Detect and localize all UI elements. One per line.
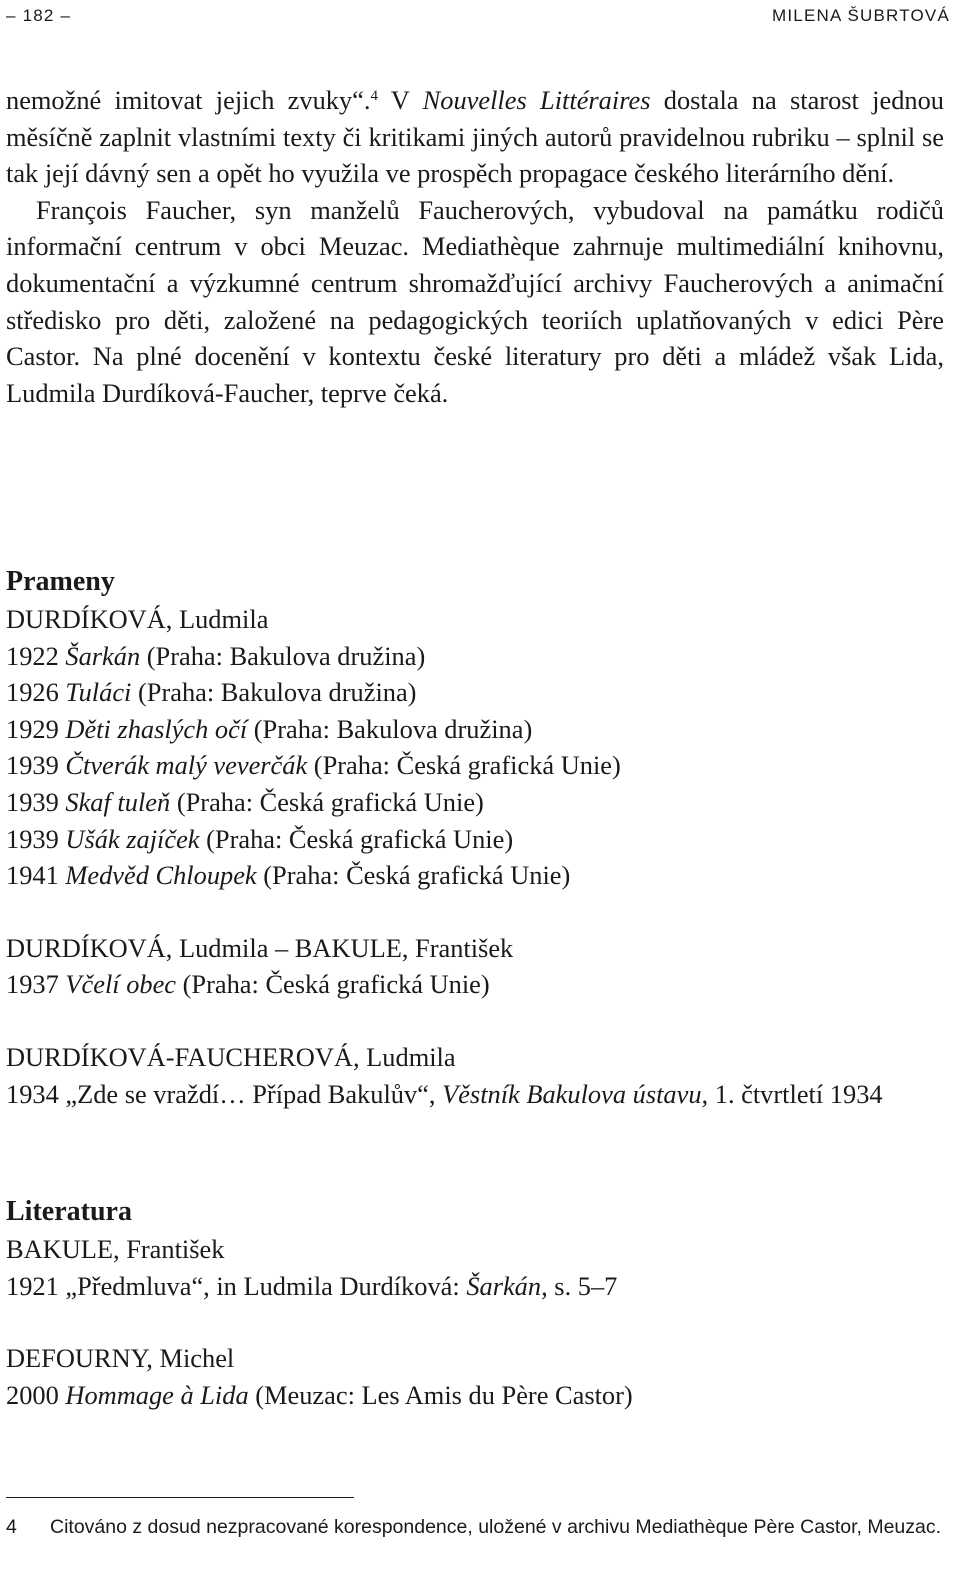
reference-author: DURDÍKOVÁ-FAUCHEROVÁ, Ludmila bbox=[6, 1041, 456, 1072]
reference-entry bbox=[6, 857, 944, 894]
literatura-section bbox=[6, 1193, 944, 1413]
reference-title: Včelí obec bbox=[65, 969, 177, 1000]
reference-year: 2000 bbox=[6, 1379, 59, 1410]
reference-publication: s. 5–7 bbox=[554, 1270, 618, 1301]
prameny-section bbox=[6, 563, 944, 1112]
reference-author: DURDÍKOVÁ, Ludmila bbox=[6, 604, 269, 634]
reference-entry bbox=[6, 784, 944, 821]
reference-year: 1922 bbox=[6, 640, 59, 671]
paragraph-1-italic-title: Nouvelles Littéraires bbox=[422, 85, 651, 115]
paragraph-1-text-c: dostala na starost jednou měsíčně zaplnit vlastními texty či kritikami jiných autorů pravidelnou rubriku – splnil se tak její dávný sen a opět ho využila ve prospěch propagace českého literárního dění. bbox=[6, 85, 945, 189]
reference-title: Skaf tuleň bbox=[65, 786, 171, 817]
reference-publication: (Meuzac: Les Amis du Père Castor) bbox=[255, 1379, 633, 1410]
reference-article-title: „Zde se vraždí… Případ Bakulův“, bbox=[65, 1078, 436, 1109]
reference-publication: (Praha: Česká grafická Unie) bbox=[182, 969, 490, 1000]
reference-publication: (Praha: Bakulova družina) bbox=[138, 677, 417, 708]
reference-year: 1939 bbox=[6, 750, 59, 781]
reference-publication: (Praha: Česká grafická Unie) bbox=[313, 750, 621, 781]
reference-title: Věstník Bakulova ústavu, bbox=[442, 1078, 709, 1109]
reference-title: Děti zhaslých očí bbox=[65, 713, 248, 744]
reference-year: 1926 bbox=[6, 677, 59, 708]
group-spacer bbox=[6, 894, 944, 930]
prameny-heading: Prameny bbox=[6, 566, 115, 597]
reference-article-title: „Předmluva“, in Ludmila Durdíková: bbox=[65, 1270, 460, 1301]
reference-entry bbox=[6, 1377, 944, 1414]
group-spacer bbox=[6, 1304, 944, 1340]
reference-entry bbox=[6, 638, 944, 675]
reference-entry bbox=[6, 747, 944, 784]
running-header bbox=[6, 6, 950, 30]
reference-year: 1921 bbox=[6, 1270, 59, 1301]
paragraph-1 bbox=[6, 82, 944, 192]
paragraph-1-text-b: V bbox=[378, 85, 423, 115]
reference-author: DURDÍKOVÁ, Ludmila – BAKULE, František bbox=[6, 932, 514, 963]
footnote-number: 4 bbox=[6, 1516, 17, 1538]
literatura-heading: Literatura bbox=[6, 1196, 132, 1227]
reference-author: BAKULE, František bbox=[6, 1234, 225, 1264]
reference-entry bbox=[6, 966, 944, 1003]
reference-year: 1929 bbox=[6, 713, 59, 744]
reference-year: 1941 bbox=[6, 860, 59, 891]
reference-year: 1937 bbox=[6, 969, 59, 1000]
reference-entry bbox=[6, 1268, 944, 1305]
reference-entry bbox=[6, 674, 944, 711]
reference-publication: (Praha: Bakulova družina) bbox=[146, 640, 426, 671]
reference-title: Šarkán bbox=[65, 640, 141, 671]
reference-year: 1934 bbox=[6, 1078, 59, 1109]
reference-title: Medvěd Chloupek bbox=[65, 860, 257, 891]
reference-publication: (Praha: Česká grafická Unie) bbox=[176, 786, 484, 817]
footnote-divider bbox=[6, 1497, 354, 1498]
reference-publication: (Praha: Česká grafická Unie) bbox=[206, 823, 514, 854]
reference-entry bbox=[6, 821, 944, 858]
reference-title: Hommage à Lida bbox=[65, 1379, 249, 1410]
group-spacer bbox=[6, 1003, 944, 1039]
reference-entry bbox=[6, 1076, 944, 1113]
reference-entry bbox=[6, 711, 944, 748]
reference-author: DEFOURNY, Michel bbox=[6, 1343, 235, 1374]
paragraph-2: François Faucher, syn manželů Faucherových, vybudoval na památku rodičů informační centrum v obci Meuzac. Mediathèque zahrnuje multimediální knihovnu, dokumentační a výzkumné centrum shromažďující archivy Faucherových a animační středisko pro děti, založené na pedagogických teoriích uplatňovaných v edici Père Castor. Na plné docenění v kontextu české literatury pro děti a mládež však Lida, Ludmila Durdíková-Faucher, teprve čeká. bbox=[6, 194, 944, 408]
reference-title: Tuláci bbox=[65, 677, 132, 708]
reference-year: 1939 bbox=[6, 786, 59, 817]
reference-title: Šarkán, bbox=[466, 1270, 548, 1301]
page-number: – 182 – bbox=[6, 6, 72, 25]
reference-publication: (Praha: Bakulova družina) bbox=[253, 713, 533, 744]
footnote-text: Citováno z dosud nezpracované korespondence, uložené v archivu Mediathèque Père Castor, Meuzac. bbox=[50, 1516, 942, 1538]
reference-title: Ušák zajíček bbox=[65, 823, 200, 854]
reference-year: 1939 bbox=[6, 823, 59, 854]
body-text bbox=[6, 82, 944, 411]
running-author: MILENA ŠUBRTOVÁ bbox=[772, 6, 950, 25]
reference-title: Čtverák malý veverčák bbox=[65, 750, 308, 781]
paragraph-1-text-a: nemožné imitovat jejich zvuky“. bbox=[6, 85, 371, 115]
reference-publication: (Praha: Česká grafická Unie) bbox=[263, 860, 571, 891]
footnote-reference[interactable]: 4 bbox=[370, 88, 378, 104]
reference-publication: 1. čtvrtletí 1934 bbox=[714, 1078, 883, 1109]
